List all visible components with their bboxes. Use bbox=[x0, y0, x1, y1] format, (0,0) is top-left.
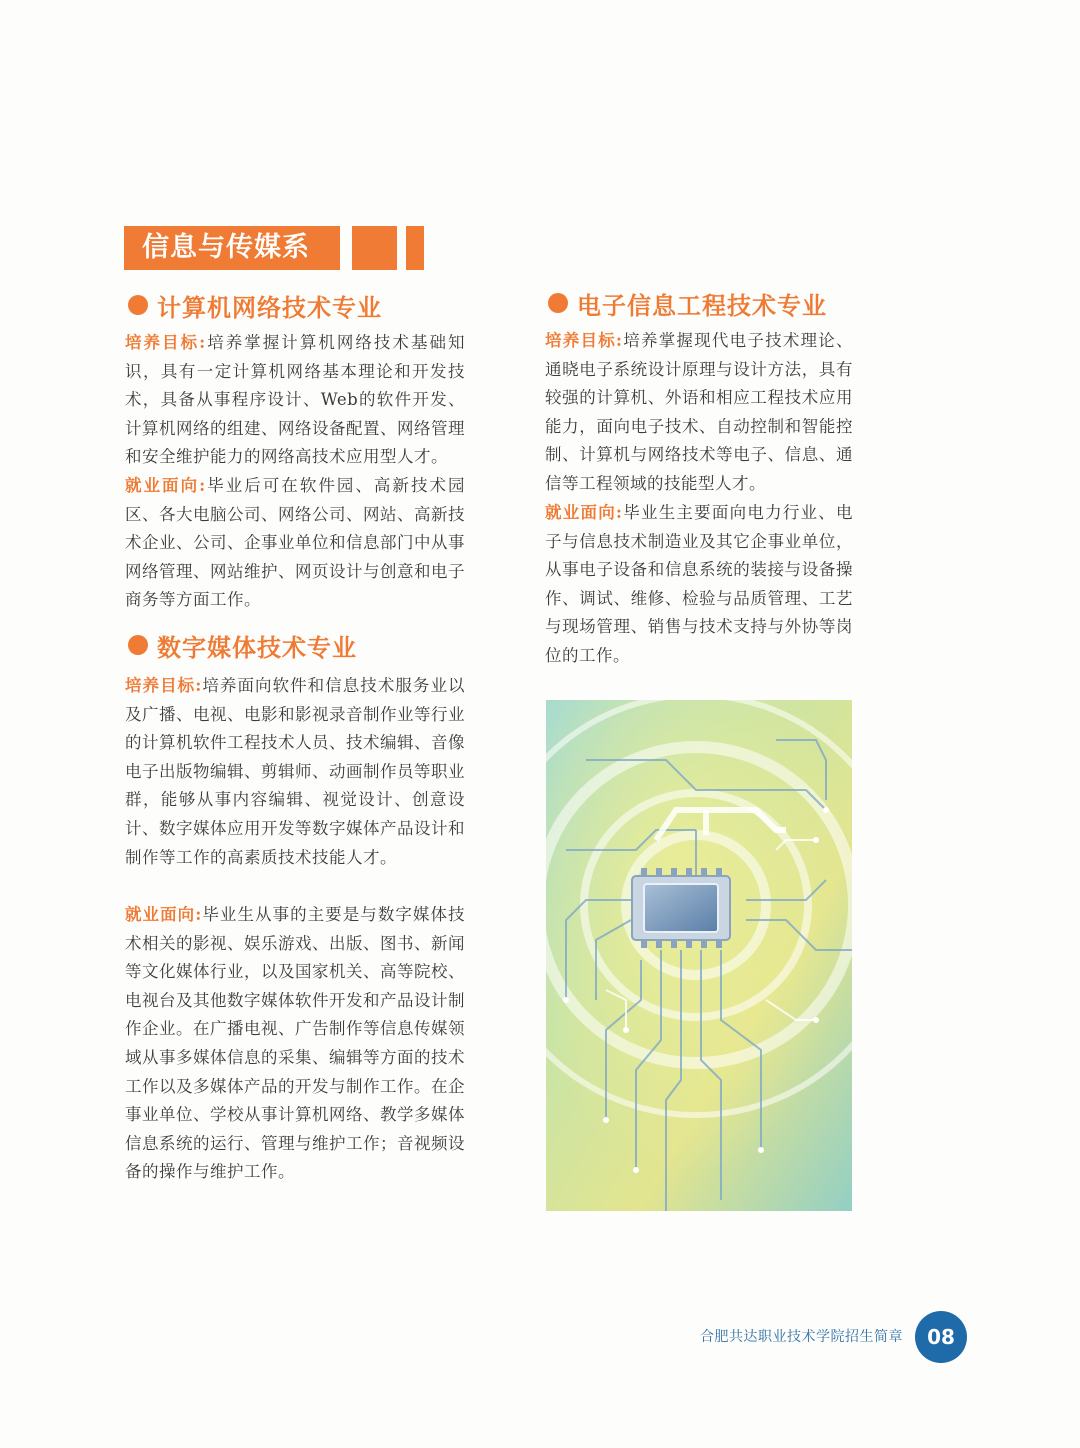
training-goal-paragraph bbox=[545, 327, 853, 499]
career-paragraph bbox=[125, 901, 465, 1187]
banner-decoration-block bbox=[352, 226, 397, 270]
bullet-dot-icon bbox=[128, 295, 148, 315]
page-number: 08 bbox=[927, 1325, 955, 1349]
section-heading-network bbox=[128, 288, 382, 322]
career-label: 就业面向: bbox=[125, 905, 202, 924]
banner-decoration-stripe bbox=[406, 226, 424, 270]
training-goal-paragraph bbox=[125, 329, 465, 472]
section-title: 数字媒体技术专业 bbox=[157, 632, 357, 662]
career-label: 就业面向: bbox=[125, 476, 206, 495]
section-heading-digital-media bbox=[128, 628, 357, 662]
footer-school-name: 合肥共达职业技术学院招生简章 bbox=[700, 1329, 903, 1345]
career-paragraph bbox=[545, 499, 853, 671]
training-goal-paragraph bbox=[125, 672, 465, 872]
goal-label: 培养目标: bbox=[125, 333, 206, 352]
career-paragraph bbox=[125, 472, 465, 615]
career-text: 毕业后可在软件园、高新技术园区、各大电脑公司、网络公司、网站、高新技术企业、公司、企事业单位和信息部门中从事网络管理、网站维护、网页设计与创意和电子商务等方面工作。 bbox=[125, 476, 466, 610]
goal-text: 培养面向软件和信息技术服务业以及广播、电视、电影和影视录音制作业等行业的计算机软件工程技术人员、技术编辑、音像电子出版物编辑、剪辑师、动画制作员等职业群，能够从事内容编辑、视觉设计、创意设计、数字媒体应用开发等数字媒体产品设计和制作等工作的高素质技术技能人才。 bbox=[125, 676, 466, 867]
goal-text: 培养掌握现代电子技术理论、通晓电子系统设计原理与设计方法，具有较强的计算机、外语和相应工程技术应用能力，面向电子技术、自动控制和智能控制、计算机与网络技术等电子、信息、通信等工程领域的技能型人才。 bbox=[545, 331, 854, 493]
goal-text: 培养掌握计算机网络技术基础知识，具有一定计算机网络基本理论和开发技术，具备从事程序设计、Web的软件开发、计算机网络的组建、网络设备配置、网络管理和安全维护能力的网络高技术应用型人才。 bbox=[125, 333, 466, 467]
bullet-dot-icon bbox=[548, 293, 568, 313]
bullet-dot-icon bbox=[128, 635, 148, 655]
section-heading-electronics bbox=[548, 286, 827, 320]
career-text: 毕业生从事的主要是与数字媒体技术相关的影视、娱乐游戏、出版、图书、新闻等文化媒体行业，以及国家机关、高等院校、电视台及其他数字媒体软件开发和产品设计制作企业。在广播电视、广告制作等信息传媒领域从事多媒体信息的采集、编辑等方面的技术工作以及多媒体产品的开发与制作工作。在企事业单位、学校从事计算机网络、教学多媒体信息系统的运行、管理与维护工作；音视频设备的操作与维护工作。 bbox=[125, 905, 466, 1182]
page-number-badge bbox=[915, 1311, 967, 1363]
goal-label: 培养目标: bbox=[545, 331, 623, 350]
career-text: 毕业生主要面向电力行业、电子与信息技术制造业及其它企事业单位，从事电子设备和信息系统的装接与设备操作、调试、维修、检验与品质管理、工艺与现场管理、销售与技术支持与外协等岗位的工作。 bbox=[545, 503, 854, 665]
section-title: 计算机网络技术专业 bbox=[157, 292, 382, 322]
circuit-chip-illustration bbox=[546, 700, 852, 1211]
goal-label: 培养目标: bbox=[125, 676, 202, 695]
section-title: 电子信息工程技术专业 bbox=[577, 290, 827, 320]
career-label: 就业面向: bbox=[545, 503, 623, 522]
department-title: 信息与传媒系 bbox=[142, 232, 310, 263]
